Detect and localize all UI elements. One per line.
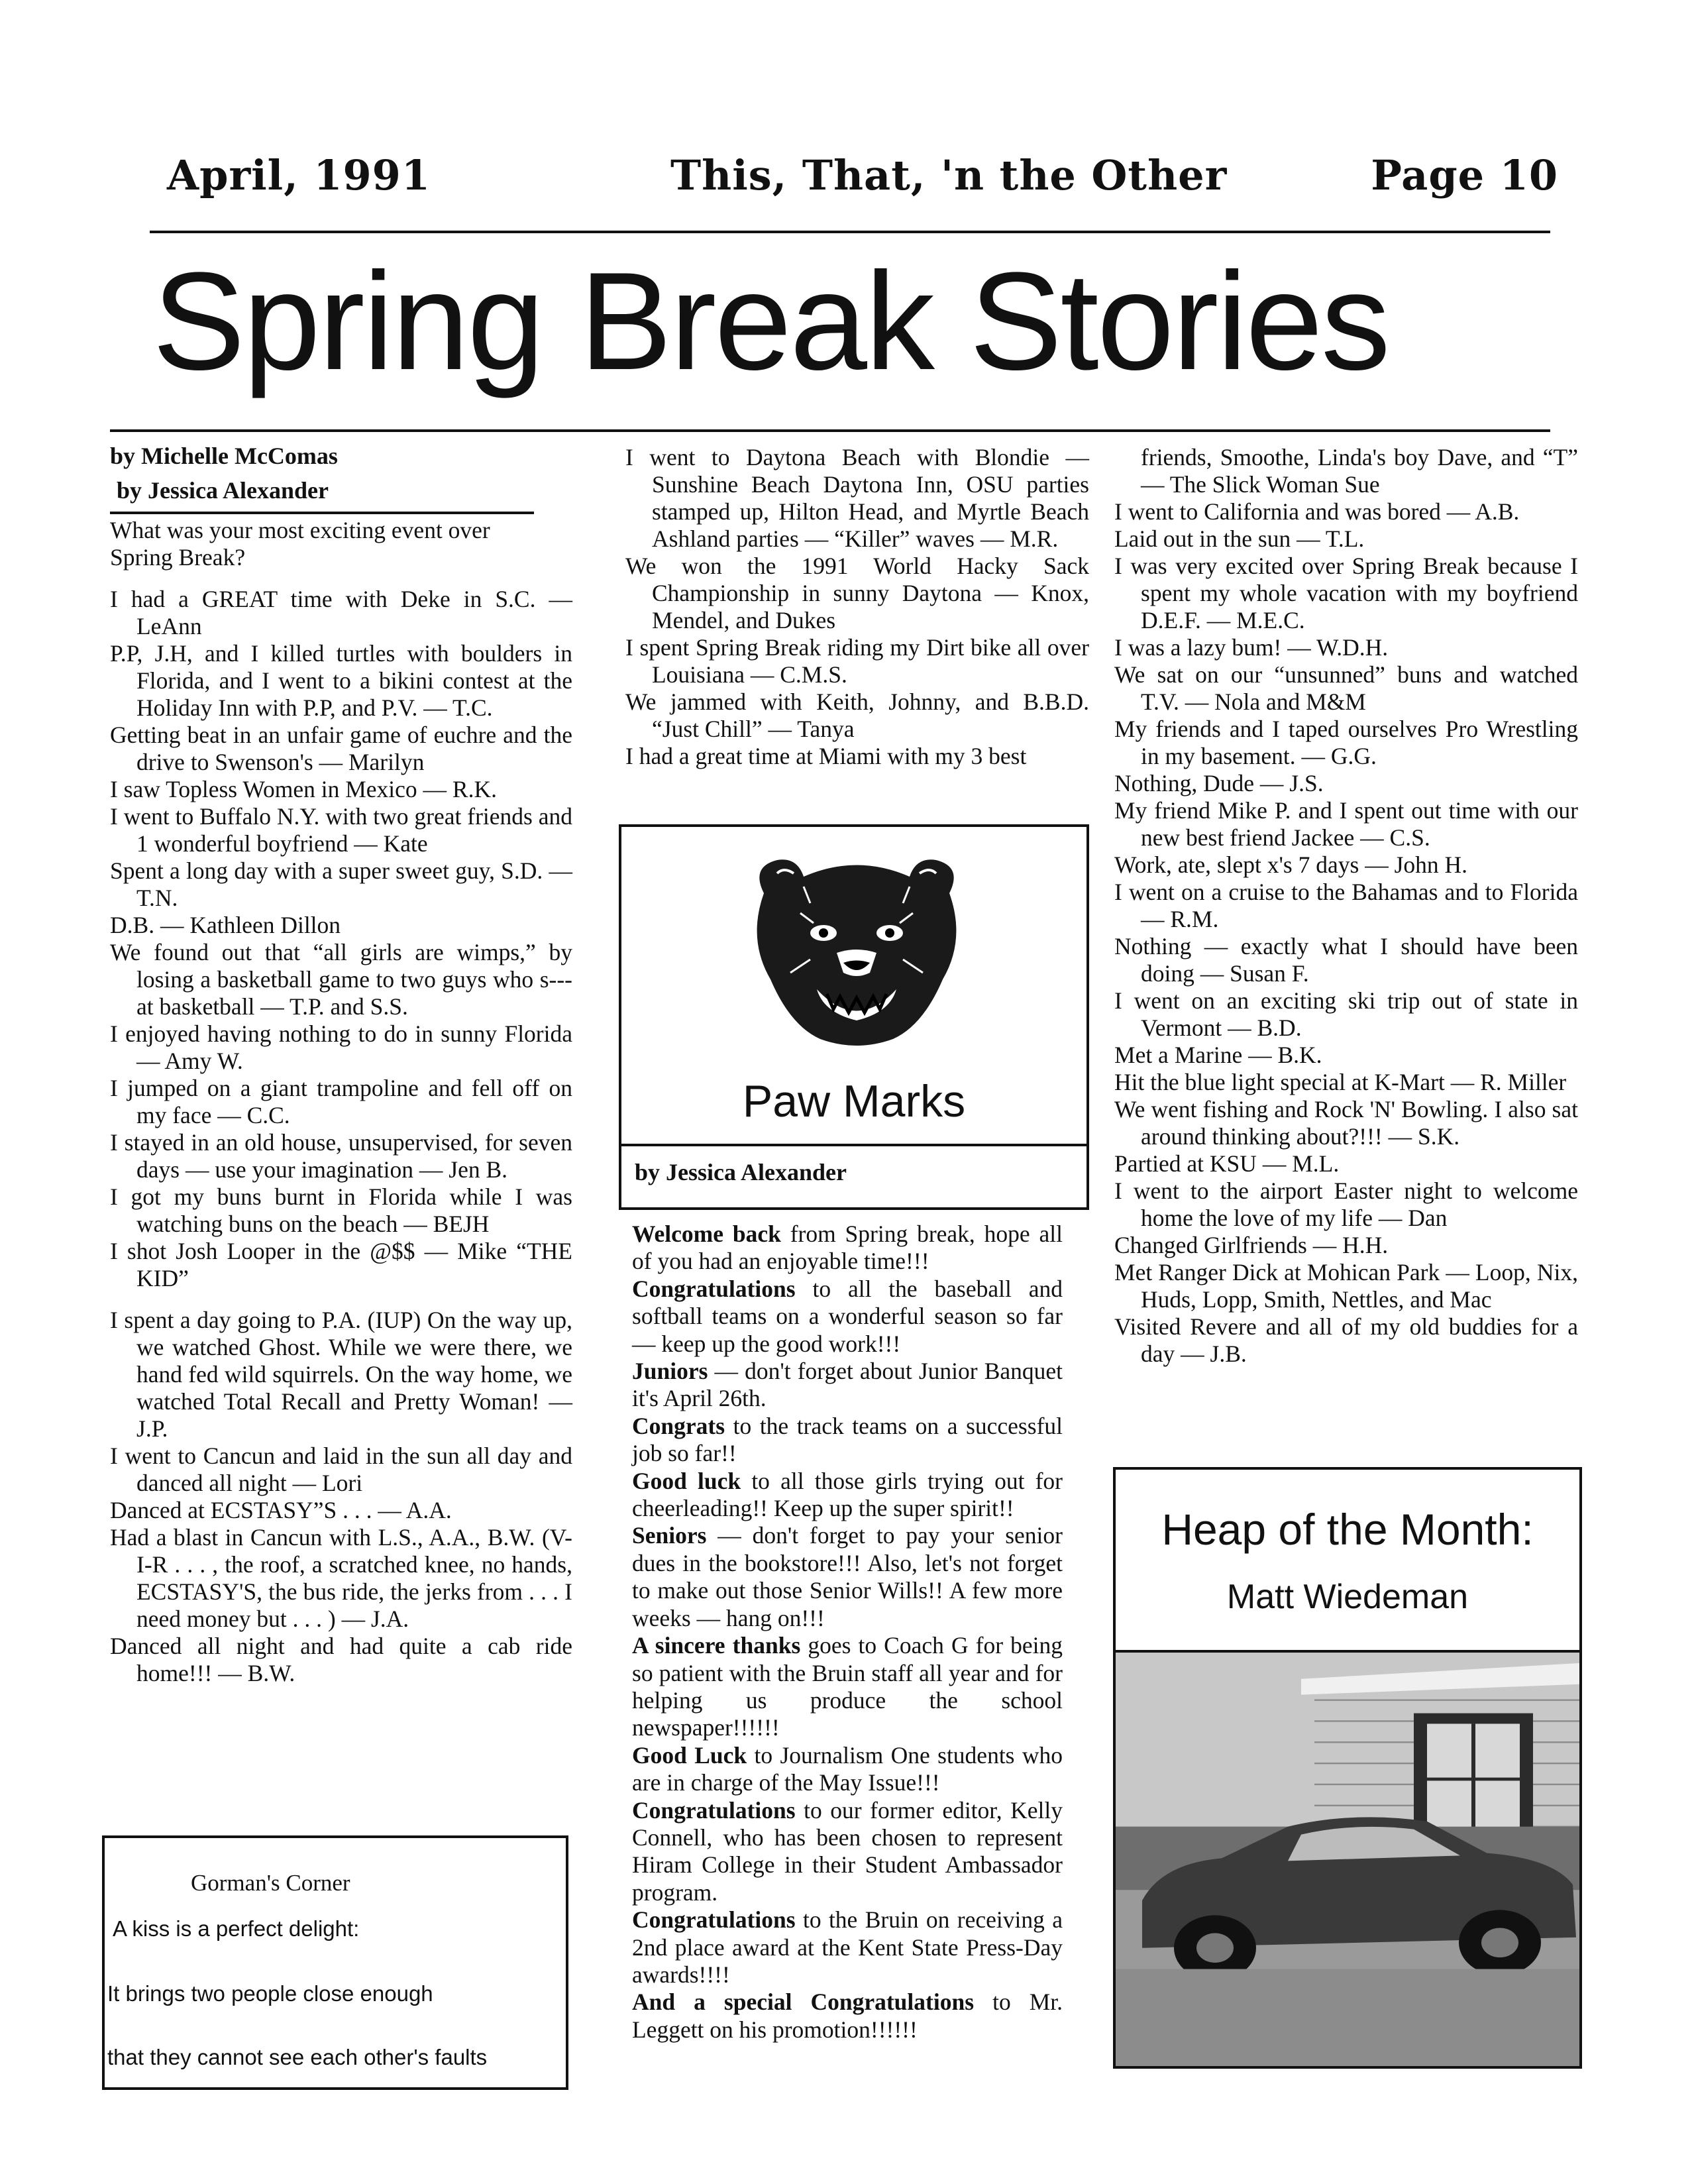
poem-line: A kiss is a perfect delight: [113, 1916, 360, 1941]
heap-winner-name: Matt Wiedeman [1226, 1578, 1469, 1616]
story-entry: Laid out in the sun — T.L. [1114, 525, 1365, 552]
paw-item [632, 1906, 1063, 1989]
paw-item-text: to our former editor, Kelly Connell, who has been chosen to represent Hiram College in their Student Ambassador program. [632, 1796, 1063, 1906]
story-entry: Visited Revere and all of my old buddies for a day — J.B. [1114, 1313, 1578, 1367]
story-entry: I had a great time at Miami with my 3 best [625, 743, 1027, 769]
paw-item [632, 1632, 1063, 1742]
story-entry: I got my buns burnt in Florida while I was watching buns on the beach — BEJH [110, 1183, 572, 1237]
paw-item-text: — don't forget about Junior Banquet it's April 26th. [632, 1358, 1063, 1412]
story-entry: Work, ate, slept x's 7 days — John H. [1114, 851, 1468, 878]
paw-item [632, 1742, 1063, 1797]
story-entry: I went to the airport Easter night to welcome home the love of my life — Dan [1114, 1177, 1578, 1231]
column-2 [625, 444, 1089, 770]
story-entry: I stayed in an old house, unsupervised, for seven days — use your imagination — Jen B. [110, 1129, 572, 1183]
story-entry: I jumped on a giant trampoline and fell off on my face — C.C. [110, 1075, 572, 1128]
story-entry: I spent a day going to P.A. (IUP) On the way up, we watched Ghost. While we were there, we hand fed wild squirrels. On the way home, we watched Total Recall and Pretty Woman! — J.P. [110, 1307, 572, 1442]
paw-item [632, 1221, 1063, 1276]
story-entry: P.P, J.H, and I killed turtles with boulders in Florida, and I went to a bikini contest at the Holiday Inn with P.P, and P.V. — T.C. [110, 640, 572, 721]
paw-item-text: to Journalism One students who are in charge of the May Issue!!! [632, 1741, 1063, 1796]
newspaper-name: This, That, 'n the Other [670, 151, 1228, 199]
story-entry: We jammed with Keith, Johnny, and B.B.D. “Just Chill” — Tanya [625, 688, 1089, 742]
byline-2: by Jessica Alexander [117, 477, 329, 504]
poem-line: that they cannot see each other's faults [107, 2045, 488, 2069]
paw-item-text: from Spring break, hope all of you had an enjoyable time!!! [632, 1221, 1063, 1275]
story-entry: I went to Buffalo N.Y. with two great friends and 1 wonderful boyfriend — Kate [110, 803, 572, 857]
story-entry: I spent Spring Break riding my Dirt bike all over Louisiana — C.M.S. [625, 634, 1089, 688]
story-entry: Met a Marine — B.K. [1114, 1042, 1322, 1068]
story-entry: We sat on our “unsunned” buns and watched T.V. — Nola and M&M [1114, 661, 1578, 715]
paw-marks-divider [621, 1144, 1086, 1146]
story-entry: We won the 1991 World Hacky Sack Championship in sunny Daytona — Knox, Mendel, and Dukes [625, 553, 1089, 633]
story-entry: I shot Josh Looper in the @$$ — Mike “THE KID” [110, 1238, 572, 1291]
car-photo [1116, 1653, 1579, 2066]
story-entry: My friend Mike P. and I spent out time with our new best friend Jackee — C.S. [1114, 797, 1578, 851]
paw-item [632, 1413, 1063, 1468]
story-entry: I enjoyed having nothing to do in sunny Florida — Amy W. [110, 1020, 572, 1074]
story-entry: Getting beat in an unfair game of euchre and the drive to Swenson's — Marilyn [110, 722, 572, 775]
paw-item [632, 1468, 1063, 1523]
story-entry: friends, Smoothe, Linda's boy Dave, and “T” — The Slick Woman Sue [1141, 444, 1578, 498]
story-entry: I went on an exciting ski trip out of state in Vermont — B.D. [1114, 987, 1578, 1041]
paw-item-lead: Congrats [632, 1412, 725, 1439]
paw-item [632, 1797, 1063, 1907]
story-entry: We went fishing and Rock 'N' Bowling. I also sat around thinking about?!!! — S.K. [1114, 1096, 1578, 1150]
story-entry: I went to California and was bored — A.B. [1114, 498, 1520, 525]
story-entry: Changed Girlfriends — H.H. [1114, 1232, 1389, 1258]
story-entry: Nothing — exactly what I should have been doing — Susan F. [1114, 933, 1578, 987]
story-entry: I was very excited over Spring Break because I spent my whole vacation with my boyfriend D.E.F. — M.E.C. [1114, 553, 1578, 633]
paw-item-lead: Congratulations [632, 1275, 796, 1302]
title-rule [110, 429, 1550, 432]
byline-rule [110, 512, 534, 514]
heap-of-the-month-box [1113, 1467, 1582, 2069]
story-entry: I was a lazy bum! — W.D.H. [1114, 634, 1389, 661]
paw-item-text: to the track teams on a successful job so far!! [632, 1412, 1063, 1467]
story-entry: I went to Daytona Beach with Blondie — Sunshine Beach Daytona Inn, OSU parties stamped up, Hilton Head, and Myrtle Beach Ashland parties — “Killer” waves — M.R. [625, 444, 1089, 552]
issue-date: April, 1991 [167, 151, 431, 199]
paw-item [632, 1358, 1063, 1413]
paw-item-text: goes to Coach G for being so patient with the Bruin staff all year and for helping us produce the school newspaper!!!!!! [632, 1632, 1063, 1741]
paw-item-lead: Congratulations [632, 1906, 796, 1934]
story-entry: D.B. — Kathleen Dillon [110, 912, 341, 938]
story-entry: Danced at ECSTASY”S . . . — A.A. [110, 1497, 452, 1523]
col1-entries [110, 586, 572, 1687]
story-entry: My friends and I taped ourselves Pro Wrestling in my basement. — G.G. [1114, 716, 1578, 769]
paw-item-text: to the Bruin on receiving a 2nd place award at the Kent State Press-Day awards!!!! [632, 1906, 1063, 1988]
paw-marks-byline: by Jessica Alexander [635, 1159, 847, 1185]
story-entry: I went to Cancun and laid in the sun all day and danced all night — Lori [110, 1443, 572, 1496]
paw-item-text: to all the baseball and softball teams on a wonderful season so far — keep up the good work!!! [632, 1275, 1063, 1357]
paw-item-text: — don't forget to pay your senior dues in the bookstore!!! Also, let's not forget to make out those Senior Wills!! A few more weeks — hang on!!! [632, 1522, 1063, 1631]
story-entry: I had a GREAT time with Deke in S.C. — LeAnn [110, 586, 572, 639]
paw-item [632, 1989, 1063, 2044]
gormans-corner-box [102, 1835, 568, 2090]
story-entry: I went on a cruise to the Bahamas and to Florida — R.M. [1114, 879, 1578, 932]
paw-marks-title: Paw Marks [742, 1076, 966, 1126]
poem-line: It brings two people close enough [107, 1981, 433, 2006]
paw-item-lead: A sincere thanks [632, 1632, 801, 1659]
story-entry: Nothing, Dude — J.S. [1114, 770, 1324, 796]
paw-marks-items [632, 1221, 1063, 2044]
story-entry: Met Ranger Dick at Mohican Park — Loop, Nix, Huds, Lopp, Smith, Nettles, and Mac [1114, 1259, 1578, 1313]
story-entry: Danced all night and had quite a cab ride home!!! — B.W. [110, 1633, 572, 1686]
column-3 [1114, 444, 1578, 1368]
column-1 [110, 439, 572, 1687]
paw-item-lead: Seniors [632, 1522, 707, 1549]
paw-item-lead: Good Luck [632, 1741, 747, 1769]
bear-mascot-icon [737, 847, 976, 1059]
paw-item-lead: And a special Congratulations [632, 1989, 975, 2016]
paw-item-lead: Juniors [632, 1358, 708, 1385]
heap-of-the-month-title: Heap of the Month: [1161, 1505, 1534, 1554]
paw-item-lead: Congratulations [632, 1796, 796, 1824]
story-entry: Had a blast in Cancun with L.S., A.A., B.W. (V-I-R . . . , the roof, a scratched knee, no hands, ECSTASY'S, the bus ride, the jerks from . . . I need money but . . . ) — J.A. [110, 1524, 572, 1632]
paw-item-lead: Welcome back [632, 1221, 781, 1247]
story-entry: I saw Topless Women in Mexico — R.K. [110, 776, 497, 802]
byline-1: by Michelle McComas [110, 443, 338, 469]
header-rule [150, 231, 1550, 233]
paw-item-text: to Mr. Leggett on his promotion!!!!!! [632, 1989, 1063, 2043]
story-entry: Spent a long day with a super sweet guy, S.D. — T.N. [110, 857, 572, 911]
survey-question: What was your most exciting event over Spring Break? [110, 517, 490, 571]
story-entry: We found out that “all girls are wimps,” by losing a basketball game to two guys who s--- at basketball — T.P. and S.S. [110, 939, 572, 1020]
paw-item [632, 1522, 1063, 1632]
page-number: Page 10 [1371, 151, 1558, 199]
paw-item [632, 1276, 1063, 1358]
paw-marks-box [619, 824, 1089, 1210]
paw-item-lead: Good luck [632, 1467, 741, 1494]
gormans-corner-title: Gorman's Corner [191, 1870, 350, 1896]
paw-item-text: to all those girls trying out for cheerleading!! Keep up the super spirit!! [632, 1467, 1063, 1522]
story-entry: Hit the blue light special at K-Mart — R. Miller [1114, 1069, 1567, 1095]
story-entry: Partied at KSU — M.L. [1114, 1150, 1340, 1177]
page-title: Spring Break Stories [152, 243, 1389, 399]
